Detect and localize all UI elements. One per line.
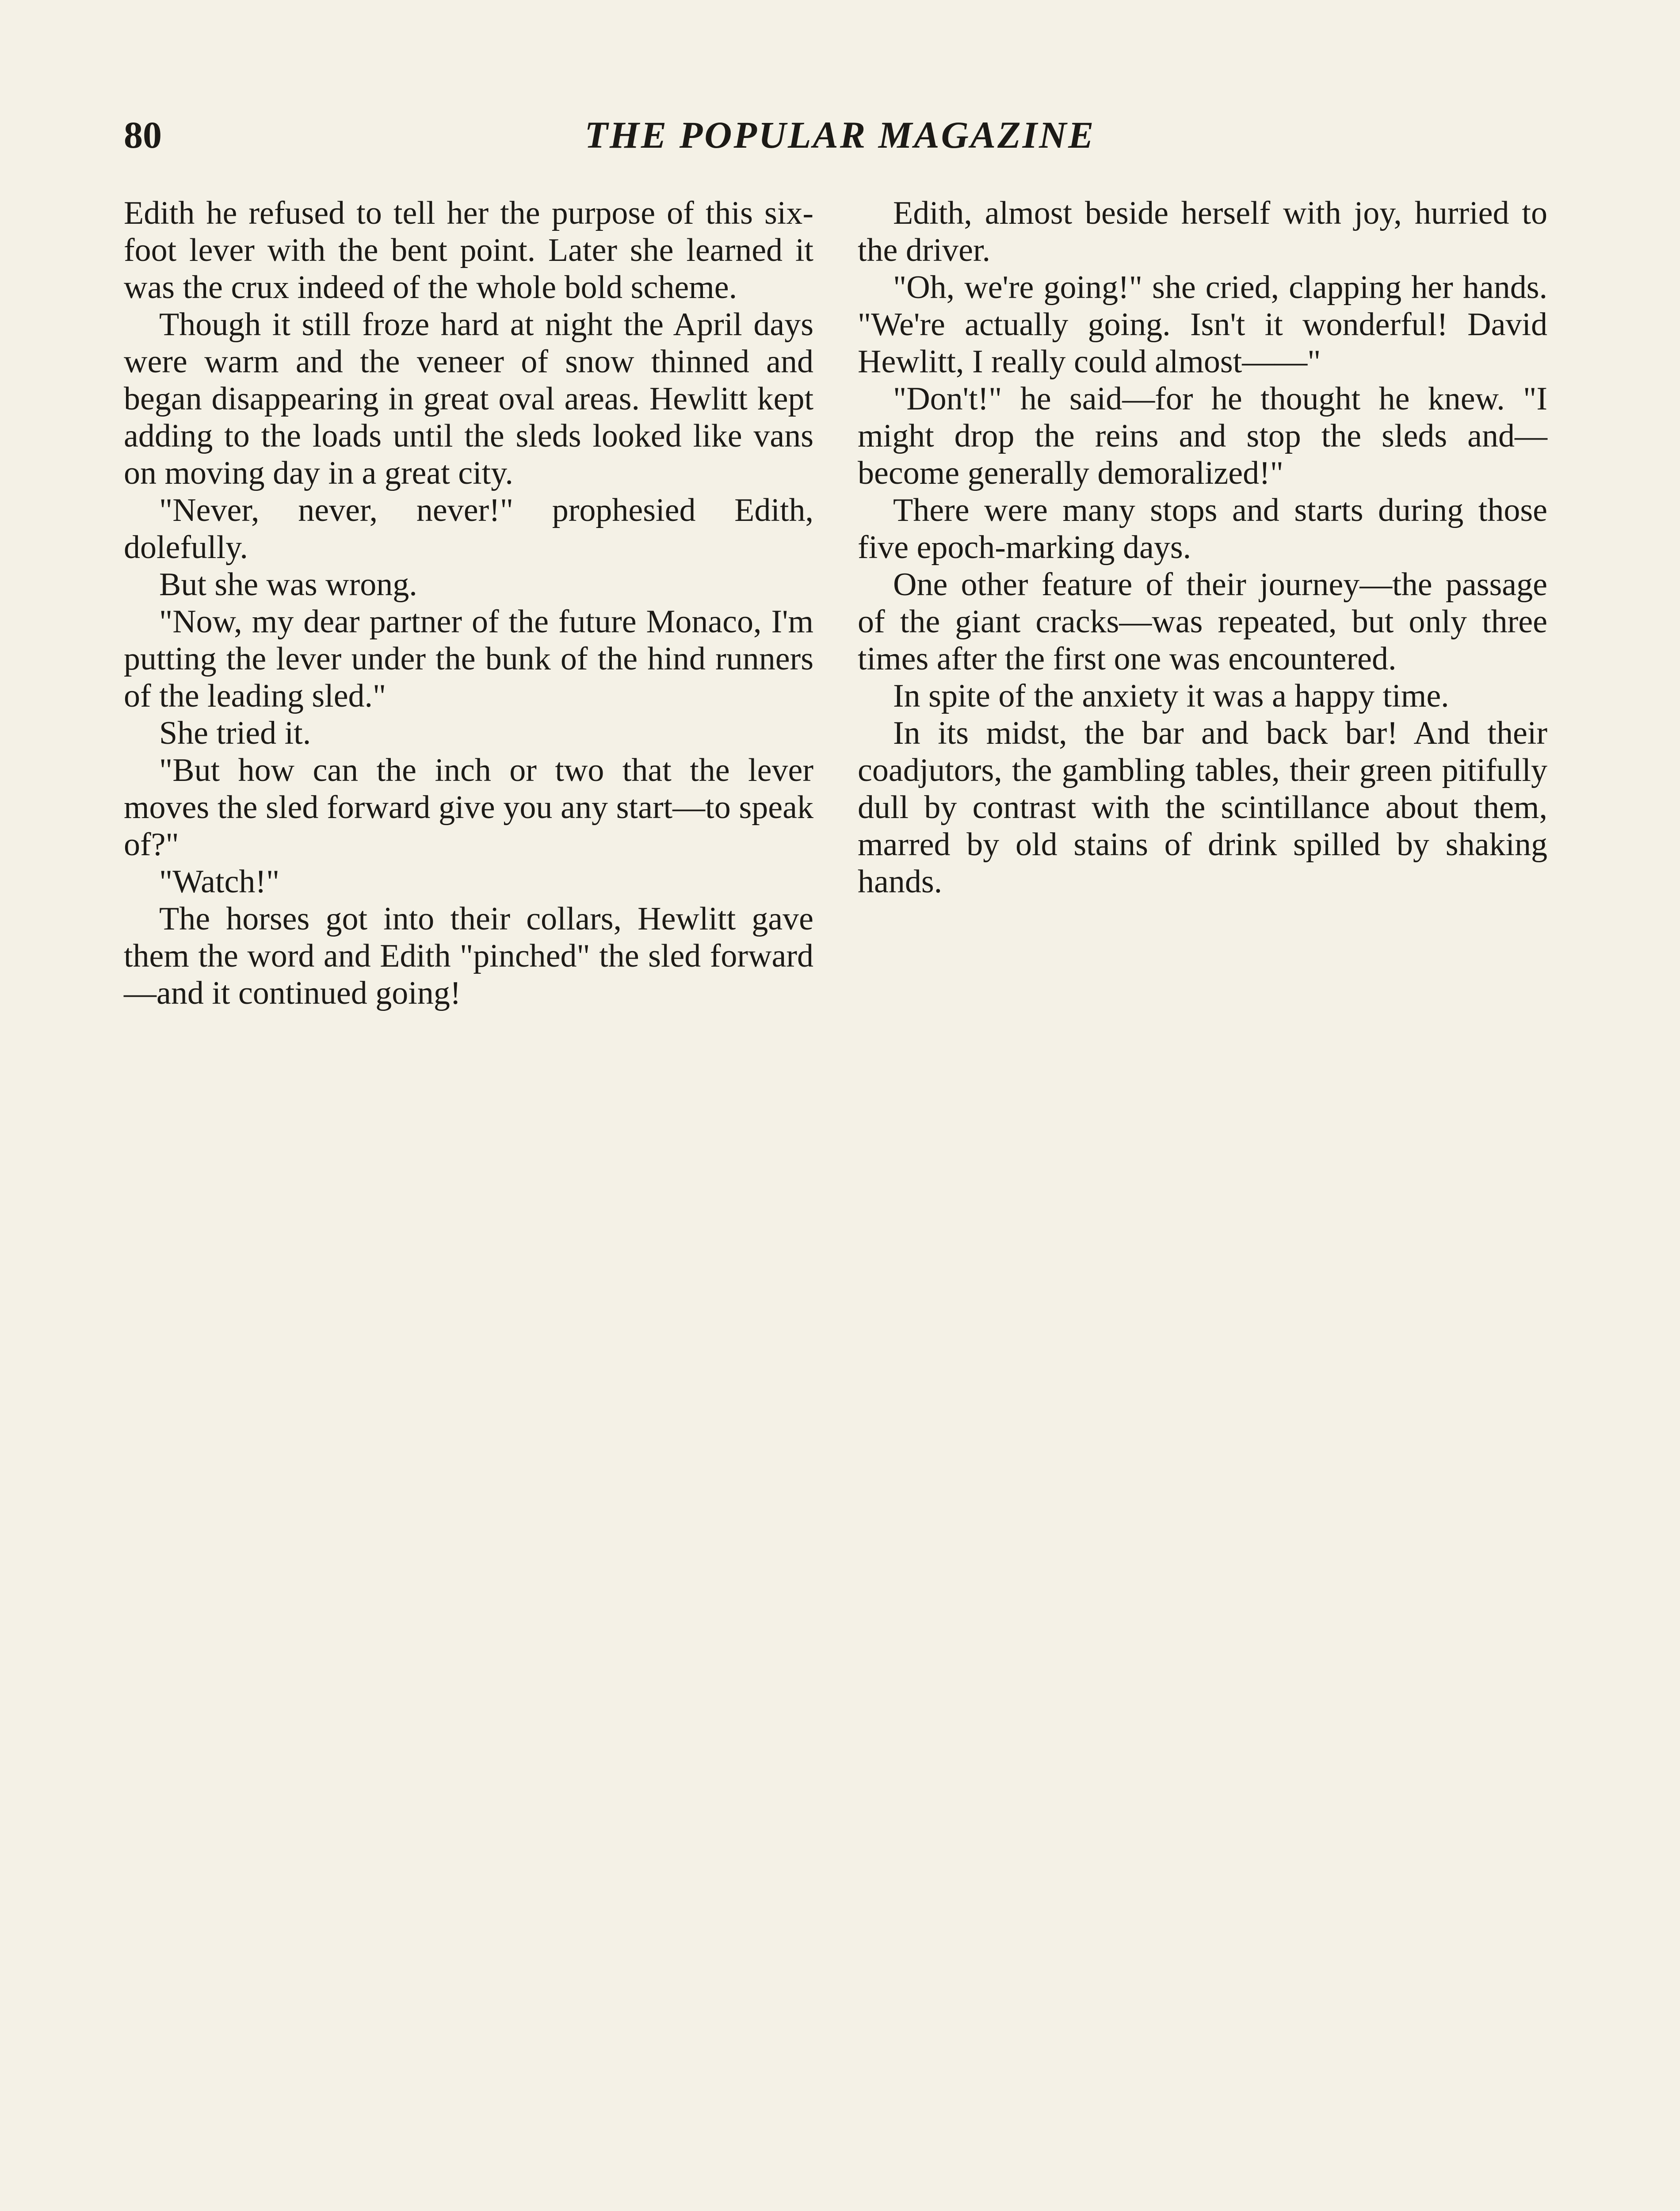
- paragraph: The horses got into their collars, Hewlitt gave them the word and Edith "pinched" the sled forward—and it continued going!: [124, 901, 813, 1011]
- paragraph: Though it still froze hard at night the April days were warm and the veneer of snow thinned and began disappearing in great oval areas. Hewlitt kept adding to the loads until the sleds looked like vans on moving day in a great city.: [124, 306, 813, 491]
- paragraph: There were many stops and starts during those five epoch-marking days.: [858, 492, 1547, 566]
- paragraph: "Don't!" he said—for he thought he knew. "I might drop the reins and stop the sleds and—become generally demoralized!": [858, 381, 1547, 491]
- page-header: [124, 113, 1556, 166]
- page-number: 80: [124, 114, 162, 156]
- paragraph: "Never, never, never!" prophesied Edith, dolefully.: [124, 492, 813, 566]
- paragraph: In spite of the anxiety it was a happy time.: [893, 678, 1449, 714]
- paragraph: Edith he refused to tell her the purpose of this six-foot lever with the bent point. Later she learned it was the crux indeed of the whole bold scheme.: [124, 195, 813, 306]
- paragraph: She tried it.: [159, 715, 311, 751]
- running-title: THE POPULAR MAGAZINE: [584, 114, 1096, 156]
- paragraph: "Watch!": [159, 864, 280, 900]
- paragraph: One other feature of their journey—the passage of the giant cracks—was repeated, but only three times after the first one was encountered.: [858, 566, 1547, 677]
- paragraph: "But how can the inch or two that the lever moves the sled forward give you any start—to speak of?": [124, 752, 813, 863]
- paragraph: In its midst, the bar and back bar! And their coadjutors, the gambling tables, their green pitifully dull by contrast with the scintillance about them, marred by old stains of drink spilled by shaking hands.: [858, 715, 1547, 900]
- paragraph: "Oh, we're going!" she cried, clapping her hands. "We're actually going. Isn't it wonderful! David Hewlitt, I really could almost——": [858, 269, 1547, 380]
- paragraph: "Now, my dear partner of the future Monaco, I'm putting the lever under the bunk of the hind runners of the leading sled.": [124, 604, 813, 714]
- paragraph: Edith, almost beside herself with joy, hurried to the driver.: [858, 195, 1547, 268]
- right-column: [858, 195, 1547, 900]
- left-column: [124, 195, 813, 1012]
- paragraph: But she was wrong.: [159, 566, 417, 603]
